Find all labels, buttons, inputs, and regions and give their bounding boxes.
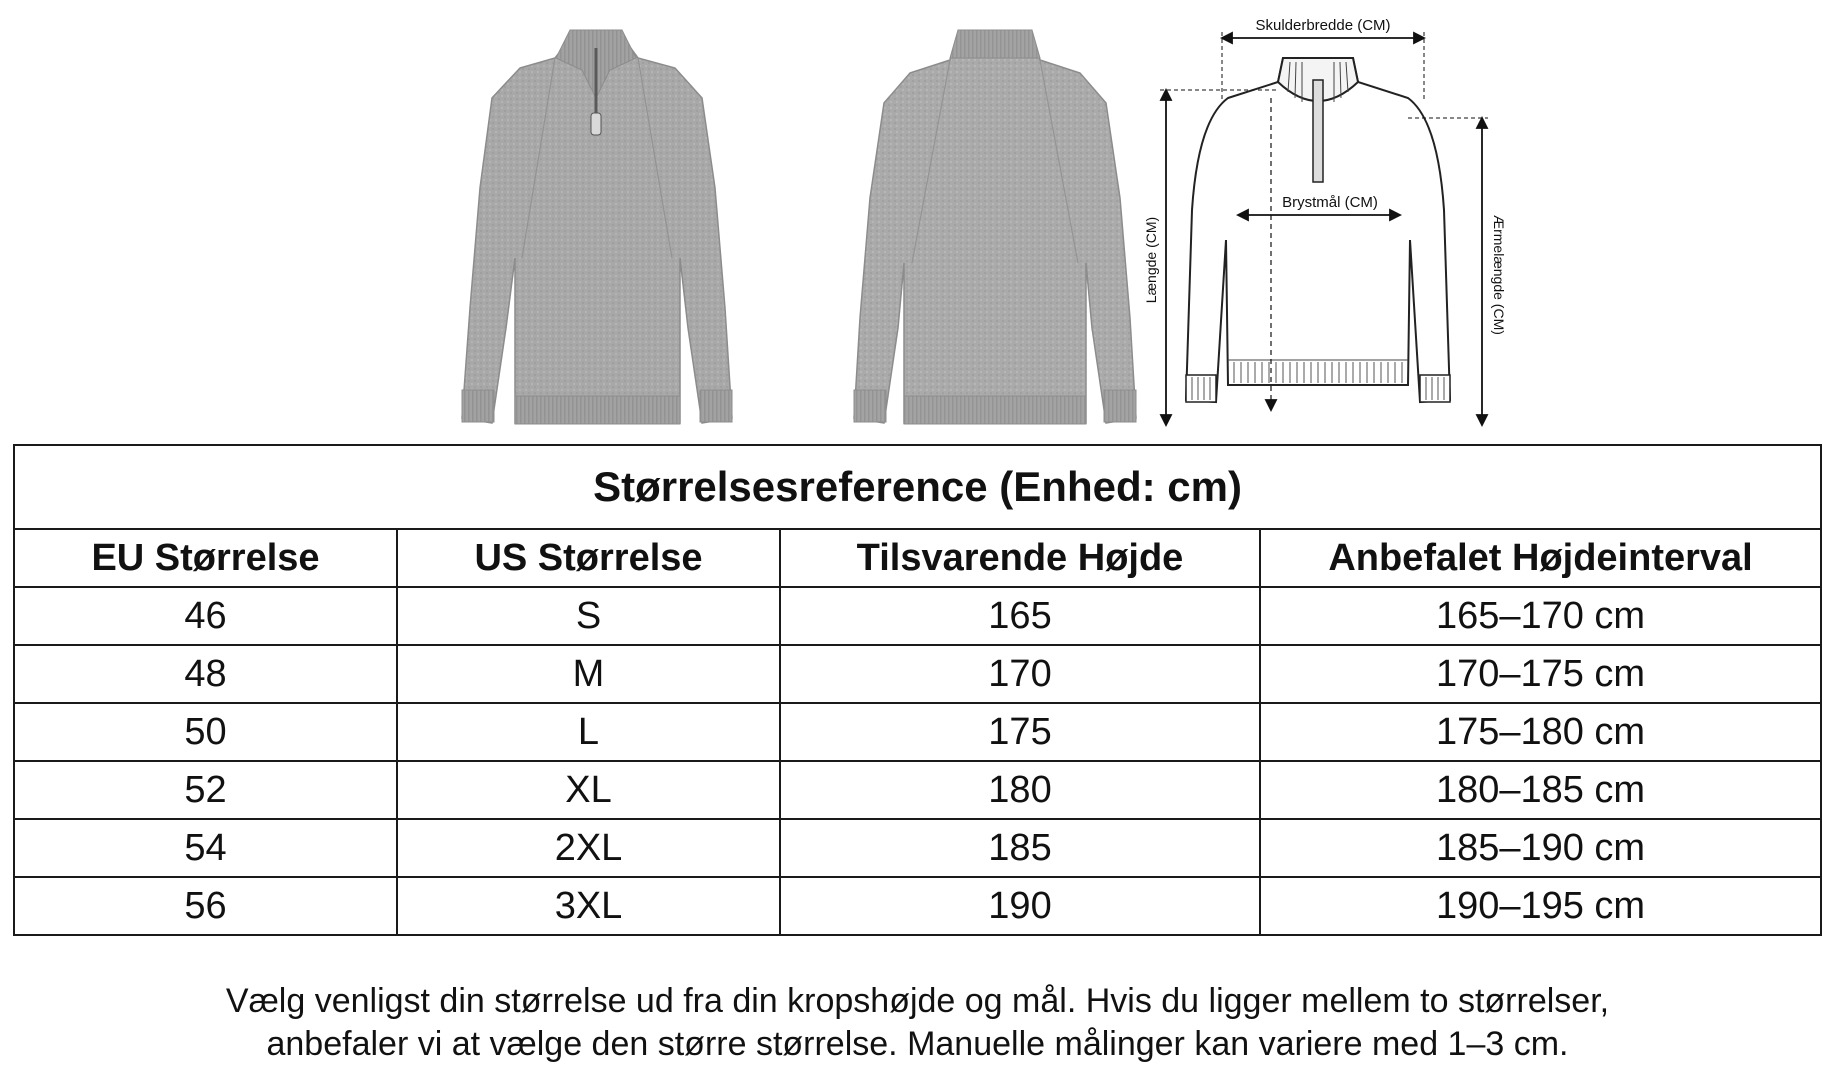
cell-eu-size: 54 bbox=[14, 819, 397, 877]
cell-height-range: 185–190 cm bbox=[1260, 819, 1821, 877]
cell-us-size: XL bbox=[397, 761, 780, 819]
sleeve-label: Ærmelængde (CM) bbox=[1491, 215, 1507, 335]
header-height-range: Anbefalet Højdeinterval bbox=[1260, 529, 1821, 587]
table-row bbox=[14, 761, 1821, 819]
cell-height: 185 bbox=[780, 819, 1260, 877]
cell-height-range: 170–175 cm bbox=[1260, 645, 1821, 703]
cell-height: 180 bbox=[780, 761, 1260, 819]
size-reference-table bbox=[13, 444, 1822, 936]
note-line-2: anbefaler vi at vælge den større størrelse. Manuelle målinger kan variere med 1–3 cm. bbox=[266, 1025, 1569, 1063]
table-header-row bbox=[14, 529, 1821, 587]
chest-label: Brystmål (CM) bbox=[1282, 194, 1378, 211]
product-images bbox=[0, 0, 1835, 435]
note-line-1: Vælg venligst din størrelse ud fra din kropshøjde og mål. Hvis du ligger mellem to størrelser, bbox=[225, 982, 1610, 1020]
table-row bbox=[14, 645, 1821, 703]
cell-height-range: 175–180 cm bbox=[1260, 703, 1821, 761]
header-height: Tilsvarende Højde bbox=[780, 529, 1260, 587]
cell-us-size: 3XL bbox=[397, 877, 780, 935]
table-row bbox=[14, 819, 1821, 877]
table-title: Størrelsesreference (Enhed: cm) bbox=[14, 445, 1821, 529]
cell-us-size: 2XL bbox=[397, 819, 780, 877]
cell-eu-size: 50 bbox=[14, 703, 397, 761]
sweater-front-photo bbox=[440, 28, 750, 430]
cell-height: 190 bbox=[780, 877, 1260, 935]
cell-height: 175 bbox=[780, 703, 1260, 761]
header-us-size: US Størrelse bbox=[397, 529, 780, 587]
cell-us-size: L bbox=[397, 703, 780, 761]
cell-eu-size: 52 bbox=[14, 761, 397, 819]
table-row bbox=[14, 703, 1821, 761]
shoulder-label: Skulderbredde (CM) bbox=[1255, 17, 1391, 34]
cell-height-range: 165–170 cm bbox=[1260, 587, 1821, 645]
cell-eu-size: 48 bbox=[14, 645, 397, 703]
cell-us-size: S bbox=[397, 587, 780, 645]
table-row bbox=[14, 587, 1821, 645]
length-label: Længde (CM) bbox=[1143, 216, 1159, 304]
cell-height-range: 190–195 cm bbox=[1260, 877, 1821, 935]
size-advice-note bbox=[0, 980, 1835, 1066]
sweater-back-photo bbox=[840, 28, 1150, 430]
cell-us-size: M bbox=[397, 645, 780, 703]
cell-height-range: 180–185 cm bbox=[1260, 761, 1821, 819]
cell-eu-size: 46 bbox=[14, 587, 397, 645]
cell-height: 170 bbox=[780, 645, 1260, 703]
table-row bbox=[14, 877, 1821, 935]
header-eu-size: EU Størrelse bbox=[14, 529, 397, 587]
measurement-diagram bbox=[1138, 10, 1528, 435]
cell-eu-size: 56 bbox=[14, 877, 397, 935]
cell-height: 165 bbox=[780, 587, 1260, 645]
